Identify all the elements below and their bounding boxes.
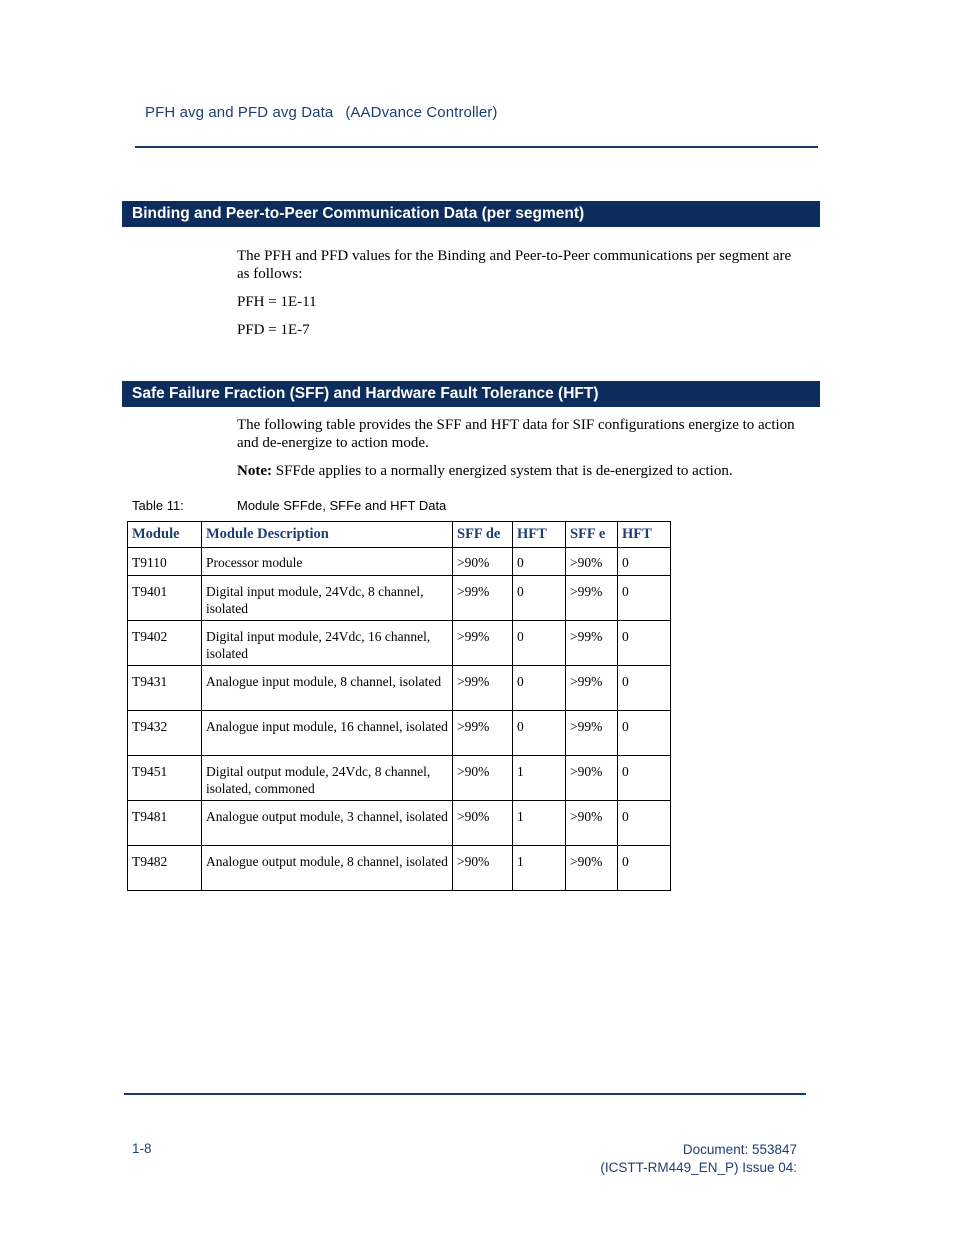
footer-rule bbox=[124, 1093, 806, 1095]
cell-hft-e: 0 bbox=[618, 576, 671, 621]
document-number: Document: 553847 bbox=[682, 1142, 797, 1157]
cell-sff-e: >90% bbox=[566, 548, 618, 576]
document-info bbox=[600, 1141, 797, 1177]
table-row bbox=[128, 621, 671, 666]
header-title: PFH avg and PFD avg Data bbox=[145, 104, 334, 121]
cell-hft-e: 0 bbox=[618, 666, 671, 711]
col-header-hft-e: HFT bbox=[618, 522, 671, 548]
cell-module: T9451 bbox=[128, 756, 202, 801]
section-heading-sff: Safe Failure Fraction (SFF) and Hardware Fault Tolerance (HFT) bbox=[122, 381, 820, 407]
page-number: 1-8 bbox=[132, 1141, 152, 1156]
caption-title: Module SFFde, SFFe and HFT Data bbox=[237, 498, 447, 513]
table-row bbox=[128, 666, 671, 711]
cell-sff-e: >99% bbox=[566, 666, 618, 711]
document-issue: (ICSTT-RM449_EN_P) Issue 04: bbox=[600, 1160, 797, 1175]
col-header-description: Module Description bbox=[202, 522, 453, 548]
cell-hft-de: 0 bbox=[513, 666, 566, 711]
cell-sff-de: >90% bbox=[453, 801, 513, 846]
cell-module: T9431 bbox=[128, 666, 202, 711]
cell-description: Digital input module, 24Vdc, 8 channel, isolated bbox=[202, 576, 453, 621]
table-row bbox=[128, 711, 671, 756]
cell-sff-e: >99% bbox=[566, 711, 618, 756]
table-row bbox=[128, 576, 671, 621]
cell-hft-de: 1 bbox=[513, 846, 566, 891]
section-heading-binding: Binding and Peer-to-Peer Communication Data (per segment) bbox=[122, 201, 820, 227]
table-header-row bbox=[128, 522, 671, 548]
pfh-value: PFH = 1E-11 bbox=[237, 294, 317, 310]
cell-hft-e: 0 bbox=[618, 711, 671, 756]
note bbox=[237, 462, 802, 480]
cell-description: Analogue input module, 16 channel, isolated bbox=[202, 711, 453, 756]
header-subtitle: (AADvance Controller) bbox=[345, 104, 498, 121]
cell-sff-e: >99% bbox=[566, 576, 618, 621]
sff-hft-table bbox=[127, 521, 671, 891]
caption-label: Table 11: bbox=[132, 498, 184, 513]
cell-hft-de: 1 bbox=[513, 801, 566, 846]
cell-sff-de: >99% bbox=[453, 666, 513, 711]
cell-module: T9482 bbox=[128, 846, 202, 891]
cell-hft-de: 0 bbox=[513, 548, 566, 576]
cell-hft-de: 0 bbox=[513, 711, 566, 756]
pfd-value: PFD = 1E-7 bbox=[237, 322, 310, 338]
cell-sff-de: >99% bbox=[453, 621, 513, 666]
sff-intro: The following table provides the SFF and HFT data for SIF configurations energize to action and de-energize to action mode. bbox=[237, 417, 795, 451]
cell-module: T9110 bbox=[128, 548, 202, 576]
cell-hft-e: 0 bbox=[618, 548, 671, 576]
cell-module: T9402 bbox=[128, 621, 202, 666]
cell-sff-de: >90% bbox=[453, 756, 513, 801]
cell-sff-e: >90% bbox=[566, 846, 618, 891]
table-row bbox=[128, 756, 671, 801]
running-header bbox=[145, 104, 497, 121]
cell-hft-de: 0 bbox=[513, 576, 566, 621]
cell-description: Processor module bbox=[202, 548, 453, 576]
cell-sff-de: >99% bbox=[453, 711, 513, 756]
cell-description: Digital output module, 24Vdc, 8 channel, isolated, commoned bbox=[202, 756, 453, 801]
binding-intro: The PFH and PFD values for the Binding and Peer-to-Peer communications per segment are as follows: bbox=[237, 248, 792, 282]
table-row bbox=[128, 846, 671, 891]
cell-hft-de: 0 bbox=[513, 621, 566, 666]
col-header-module: Module bbox=[128, 522, 202, 548]
table-row bbox=[128, 801, 671, 846]
col-header-sff-e: SFF e bbox=[566, 522, 618, 548]
cell-hft-e: 0 bbox=[618, 846, 671, 891]
section-binding-body bbox=[237, 247, 802, 339]
col-header-hft-de: HFT bbox=[513, 522, 566, 548]
cell-hft-e: 0 bbox=[618, 801, 671, 846]
cell-module: T9401 bbox=[128, 576, 202, 621]
cell-sff-de: >90% bbox=[453, 548, 513, 576]
section-sff-body bbox=[237, 416, 802, 480]
cell-module: T9481 bbox=[128, 801, 202, 846]
note-text: SFFde applies to a normally energized system that is de-energized to action. bbox=[271, 463, 733, 479]
cell-sff-e: >90% bbox=[566, 801, 618, 846]
table-caption bbox=[132, 498, 447, 513]
cell-sff-de: >99% bbox=[453, 576, 513, 621]
cell-hft-e: 0 bbox=[618, 756, 671, 801]
note-label: Note: bbox=[237, 463, 272, 479]
col-header-sff-de: SFF de bbox=[453, 522, 513, 548]
table-row bbox=[128, 548, 671, 576]
header-rule bbox=[135, 146, 818, 148]
cell-description: Analogue output module, 3 channel, isolated bbox=[202, 801, 453, 846]
cell-description: Analogue input module, 8 channel, isolated bbox=[202, 666, 453, 711]
cell-sff-e: >90% bbox=[566, 756, 618, 801]
cell-description: Digital input module, 24Vdc, 16 channel, isolated bbox=[202, 621, 453, 666]
cell-description: Analogue output module, 8 channel, isolated bbox=[202, 846, 453, 891]
cell-sff-de: >90% bbox=[453, 846, 513, 891]
cell-hft-de: 1 bbox=[513, 756, 566, 801]
cell-module: T9432 bbox=[128, 711, 202, 756]
cell-hft-e: 0 bbox=[618, 621, 671, 666]
cell-sff-e: >99% bbox=[566, 621, 618, 666]
